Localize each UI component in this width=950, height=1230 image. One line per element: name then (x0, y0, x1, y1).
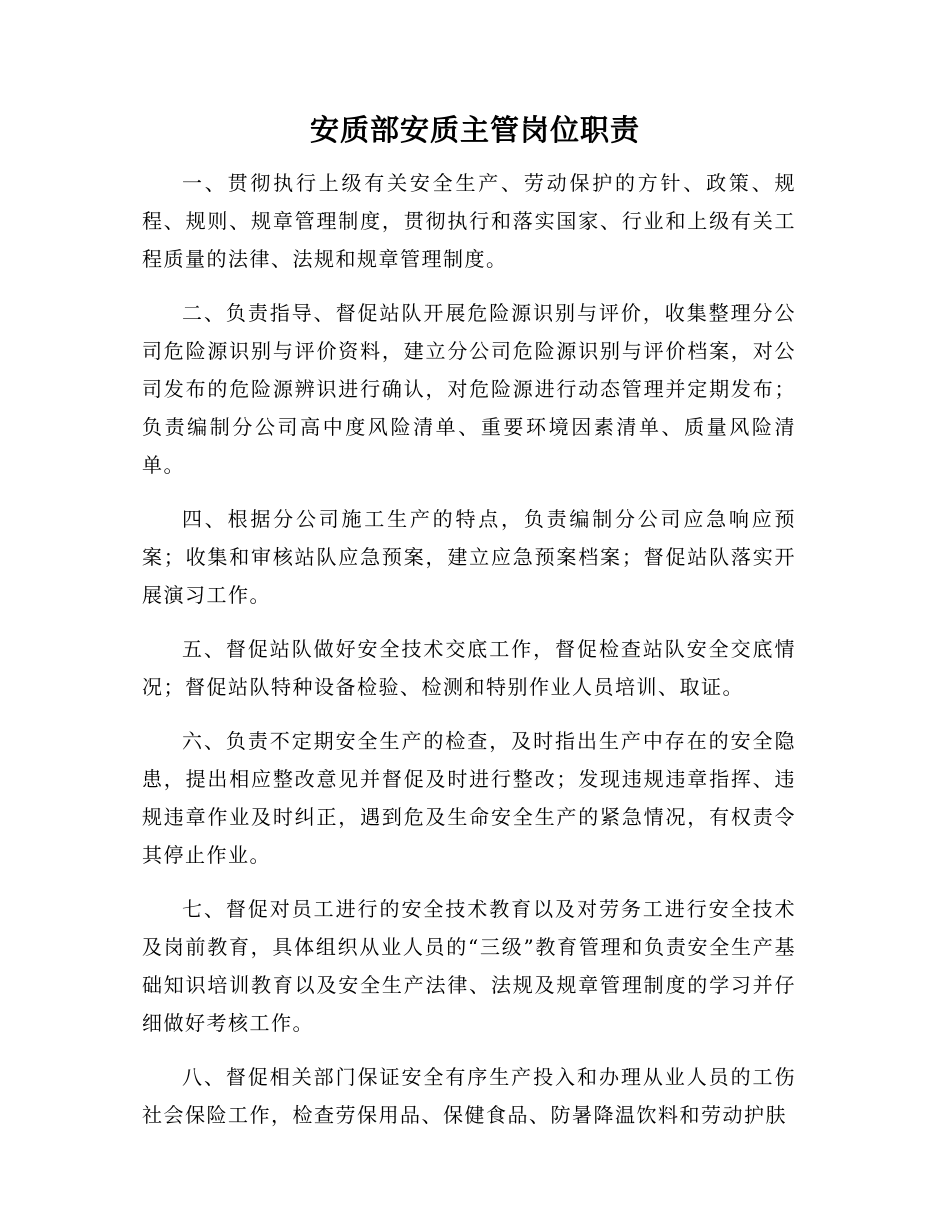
paragraph-6: 六、负责不定期安全生产的检查，及时指出生产中存在的安全隐患，提出相应整改意见并督促及时进行整改；发现违规违章指挥、违规违章作业及时纠正，遇到危及生命安全生产的紧急情况，有权责令其停止作业。 (142, 729, 796, 867)
document-body (142, 164, 796, 1150)
document-title: 安质部安质主管岗位职责 (309, 113, 640, 147)
paragraph-7: 七、督促对员工进行的安全技术教育以及对劳务工进行安全技术及岗前教育，具体组织从业人员的“三级”教育管理和负责安全生产基础知识培训教育以及安全生产法律、法规及规章管理制度的学习并仔细做好考核工作。 (142, 897, 796, 1035)
paragraph-2: 二、负责指导、督促站队开展危险源识别与评价，收集整理分公司危险源识别与评价资料，建立分公司危险源识别与评价档案，对公司发布的危险源辨识进行确认，对危险源进行动态管理并定期发布；负责编制分公司高中度风险清单、重要环境因素清单、质量风险清单。 (142, 301, 796, 477)
paragraph-5: 五、督促站队做好安全技术交底工作，督促检查站队安全交底情况；督促站队特种设备检验、检测和特别作业人员培训、取证。 (142, 637, 796, 699)
paragraph-4: 四、根据分公司施工生产的特点，负责编制分公司应急响应预案；收集和审核站队应急预案，建立应急预案档案；督促站队落实开展演习工作。 (142, 507, 796, 607)
paragraph-8: 八、督促相关部门保证安全有序生产投入和办理从业人员的工伤社会保险工作，检查劳保用品、保健食品、防暑降温饮料和劳动护肤 (142, 1065, 796, 1127)
paragraph-1: 一、贯彻执行上级有关安全生产、劳动保护的方针、政策、规程、规则、规章管理制度，贯彻执行和落实国家、行业和上级有关工程质量的法律、法规和规章管理制度。 (142, 171, 796, 271)
